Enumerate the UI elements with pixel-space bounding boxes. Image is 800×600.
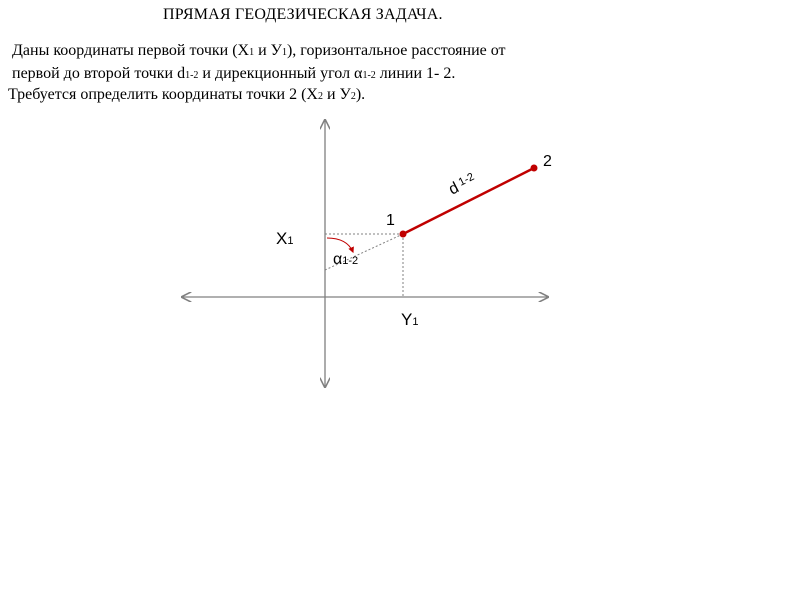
line1-sub-y1: 1 bbox=[281, 47, 287, 58]
point-2-label: 2 bbox=[543, 153, 552, 170]
point-1-marker bbox=[400, 231, 407, 238]
y1-label bbox=[401, 310, 418, 329]
alpha-subscript: 1-2 bbox=[342, 255, 359, 267]
line1-part-e: ), горизонтальное расстояние от bbox=[286, 42, 506, 59]
x1-letter: X bbox=[276, 229, 288, 248]
x1-subscript: 1 bbox=[287, 235, 294, 247]
line2-sub-d: 1-2 bbox=[185, 70, 199, 81]
line2-sub-alpha: 1-2 bbox=[362, 70, 376, 81]
distance-subscript: 1-2 bbox=[456, 170, 477, 189]
line3-sub-y2: 2 bbox=[350, 91, 356, 102]
line1-sub-x1: 1 bbox=[249, 47, 255, 58]
slide-title: ПРЯМАЯ ГЕОДЕЗИЧЕСКАЯ ЗАДАЧА. bbox=[163, 6, 443, 23]
line3-part-c: и У bbox=[322, 86, 351, 103]
x1-label bbox=[276, 229, 293, 248]
alpha-angle-arc bbox=[327, 238, 353, 252]
point-1-label: 1 bbox=[386, 212, 395, 229]
line3-part-e: ). bbox=[355, 86, 366, 103]
y1-letter: Y bbox=[401, 310, 413, 329]
line1-part-a: Даны координаты первой точки (Х bbox=[12, 42, 250, 59]
line1-part-c: и У bbox=[254, 42, 282, 59]
y1-subscript: 1 bbox=[412, 316, 419, 328]
line2-part-a: первой до второй точки d bbox=[12, 65, 186, 82]
line2-part-e: линии 1- 2. bbox=[375, 65, 456, 82]
distance-letter: d bbox=[446, 179, 462, 199]
line2-part-c: и дирекционный угол α bbox=[198, 65, 363, 82]
line3-sub-x2: 2 bbox=[317, 91, 323, 102]
alpha-label bbox=[333, 251, 358, 268]
distance-label bbox=[446, 171, 478, 199]
point-2-marker bbox=[531, 165, 538, 172]
line3-part-a: Требуется определить координаты точки 2 (Х bbox=[8, 86, 318, 103]
alpha-letter: α bbox=[333, 251, 343, 268]
